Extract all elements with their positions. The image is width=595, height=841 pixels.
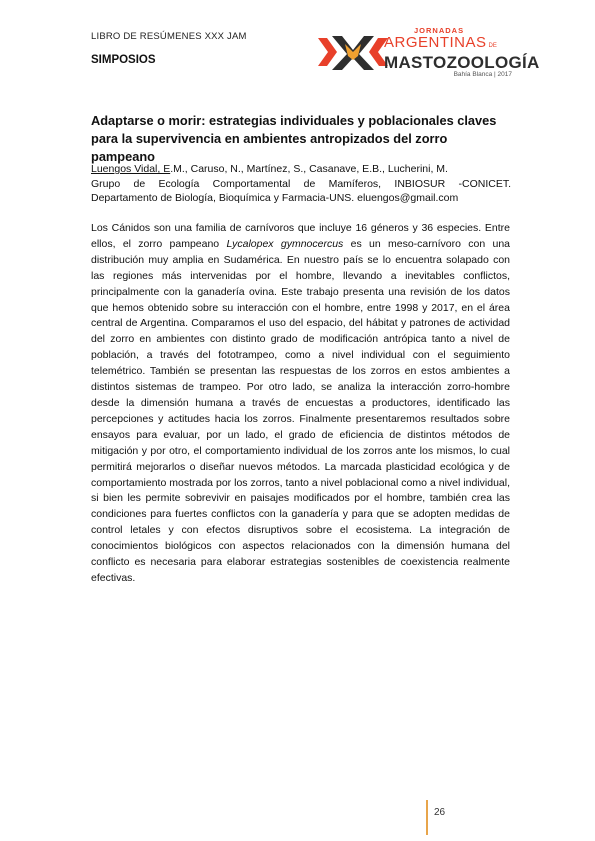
first-author: Luengos Vidal, E — [91, 163, 171, 175]
logo-line-mastozoologia: MASTOZOOLOGÍA — [384, 53, 540, 72]
affiliation-line-2: Departamento de Biología, Bioquímica y Farmacia-UNS. eluengos@gmail.com — [91, 192, 459, 204]
page-number: 26 — [434, 807, 446, 818]
other-authors: .M., Caruso, N., Martínez, S., Casanave, E.B., Lucherini, M. — [170, 163, 448, 175]
article-title: Adaptarse o morir: estrategias individuales y poblacionales claves para la supervivencia en ambientes antropizados del zorro pampeano — [91, 113, 497, 164]
section-label: SIMPOSIOS — [91, 54, 156, 66]
book-title: LIBRO DE RESÚMENES XXX JAM — [91, 31, 247, 42]
logo-line-jornadas: JORNADAS — [414, 26, 465, 35]
logo-argentinas-text: ARGENTINAS — [384, 34, 487, 51]
conference-logo — [318, 24, 540, 84]
abstract-text-end: es un meso-carnívoro con una distribución muy amplia en Sudamérica. En nuestro país se lo encuentra solapado con las regiones más intervenidas por el hombre, llevando a inevitables conflictos, principalmente con la ganadería ovina. Este trabajo presenta una revisión de los datos que hemos obtenido sobre su interacción con el hombre, entre 1998 y 2017, en el área central de Argentina. Comparamos el uso del espacio, del hábitat y patrones de actividad del zorro en ambientes con distinto grado de modificación antrópica tanto a nivel de población, a través del fototrampeo, como a nivel individual con el seguimiento telemétrico. También se presentan las respuestas de los zorros en estos ambientes a distintos sistemas de trampeo. Por otro lado, se analiza la interacción zorro-hombre desde la dimensión humana a través de encuestas a productores, identificado las percepciones y actitudes hacia los zorros. Finalmente presentaremos resultados sobre ensayos para evaluar, por un lado, el grado de eficiencia de distintos métodos de mitigación y por otro, el comportamiento individual de los zorros ante los mismos, lo cual permitirá mejorarlos o diseñar nuevos métodos. La marcada plasticidad ecológica y de comportamiento mostrada por los zorros, tanto a nivel poblacional como a nivel individual, si bien les permite sobrevivir en paisajes modificados por el hombre, también crea las condiciones para fuertes conflictos con la ganadería y para que se adopten medidas de control letales y con efectos disruptivos sobre el ecosistema. La integración de conocimientos biológicos con aspectos relacionados con la dimensión humana del conflicto es necesaria para elaborar estrategias sostenibles de coexistencia realmente efectivas. — [91, 237, 511, 584]
author-list — [91, 162, 511, 177]
logo-line-place-year: Bahía Blanca | 2017 — [453, 71, 512, 78]
page-header — [91, 31, 247, 66]
xxx-logo-mark-icon — [318, 32, 388, 72]
logo-line-argentinas — [384, 35, 518, 54]
page-number-rule — [426, 800, 428, 835]
abstract-text-start: Los Cánidos son una familia de carnívoros que incluye 16 géneros y 36 especies. Entre ellos, el zorro pampeano — [91, 222, 510, 250]
species-name: Lycalopex gymnocercus — [226, 237, 344, 250]
logo-wordmark — [384, 26, 540, 79]
logo-de-text: DE — [488, 43, 497, 49]
author-block — [91, 162, 511, 206]
affiliation-line-1: Grupo de Ecología Comportamental de Mamíferos, INBIOSUR -CONICET. — [91, 177, 511, 190]
abstract-body — [91, 221, 510, 587]
